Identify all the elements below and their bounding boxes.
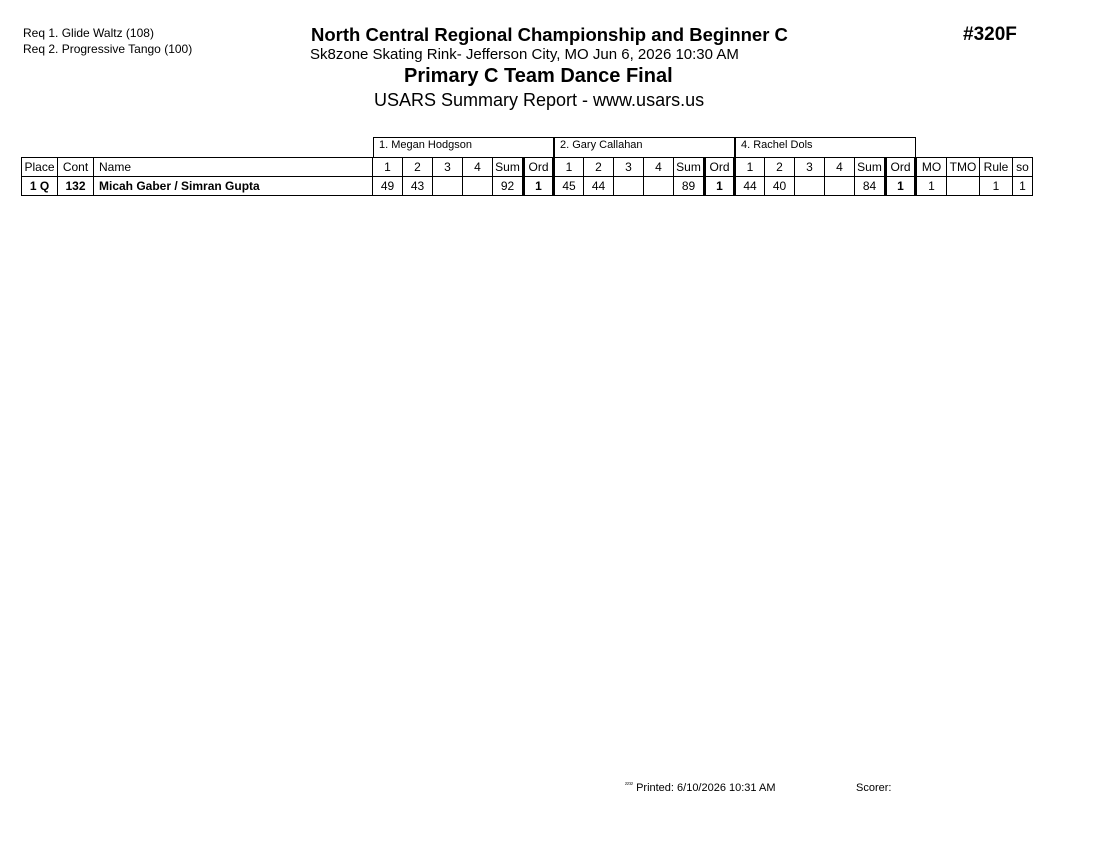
row-cont: 132	[58, 177, 94, 196]
row-mo: 1	[916, 177, 947, 196]
judge-1-header: 1. Megan Hodgson	[373, 137, 554, 157]
row-j3-ord: 1	[886, 177, 916, 196]
header-j3-sum: Sum	[855, 158, 886, 177]
event-number: #320F	[963, 24, 1017, 45]
required-element-1: Req 1. Glide Waltz (108)	[23, 26, 154, 40]
header-j2-s3: 3	[614, 158, 644, 177]
row-j1-s3	[433, 177, 463, 196]
header-j2-sum: Sum	[674, 158, 705, 177]
row-j2-s1: 45	[554, 177, 584, 196]
judge-2-header: 2. Gary Callahan	[554, 137, 735, 157]
competition-title: North Central Regional Championship and Beginner C	[311, 24, 788, 45]
header-j2-ord: Ord	[705, 158, 735, 177]
row-j1-sum: 92	[493, 177, 524, 196]
row-j2-s4	[644, 177, 674, 196]
report-subtitle: USARS Summary Report - www.usars.us	[374, 90, 705, 110]
header-j1-s4: 4	[463, 158, 493, 177]
row-so: 1	[1013, 177, 1033, 196]
row-j2-s3	[614, 177, 644, 196]
row-j1-ord: 1	[524, 177, 554, 196]
results-table	[21, 157, 1033, 196]
header-j1-s2: 2	[403, 158, 433, 177]
header-name: Name	[94, 158, 373, 177]
scorer-label: Scorer:	[856, 782, 892, 794]
header-j1-ord: Ord	[524, 158, 554, 177]
row-place: 1 Q	[22, 177, 58, 196]
row-j3-s1: 44	[735, 177, 765, 196]
header-mo: MO	[916, 158, 947, 177]
row-tmo	[947, 177, 980, 196]
header-j1-sum: Sum	[493, 158, 524, 177]
table-row	[22, 177, 1033, 196]
header-j3-s3: 3	[795, 158, 825, 177]
header-row	[22, 158, 1033, 177]
row-j1-s1: 49	[373, 177, 403, 196]
header-j3-s1: 1	[735, 158, 765, 177]
row-j2-ord: 1	[705, 177, 735, 196]
header-j1-s3: 3	[433, 158, 463, 177]
header-j3-ord: Ord	[886, 158, 916, 177]
row-j1-s2: 43	[403, 177, 433, 196]
header-j3-s4: 4	[825, 158, 855, 177]
header-j2-s1: 1	[554, 158, 584, 177]
header-tmo: TMO	[947, 158, 980, 177]
row-j3-s4	[825, 177, 855, 196]
header-so: so	[1013, 158, 1033, 177]
header-j2-s2: 2	[584, 158, 614, 177]
header-j3-s2: 2	[765, 158, 795, 177]
printed-timestamp: Printed: 6/10/2026 10:31 AM	[636, 782, 776, 794]
row-j2-s2: 44	[584, 177, 614, 196]
row-j3-s3	[795, 177, 825, 196]
header-rule: Rule	[980, 158, 1013, 177]
event-name: Primary C Team Dance Final	[404, 65, 673, 87]
header-j2-s4: 4	[644, 158, 674, 177]
judge-3-header: 4. Rachel Dols	[735, 137, 916, 157]
venue-date: Sk8zone Skating Rink- Jefferson City, MO Jun 6, 2026 10:30 AM	[310, 46, 739, 63]
header-place: Place	[22, 158, 58, 177]
row-j2-sum: 89	[674, 177, 705, 196]
required-element-2: Req 2. Progressive Tango (100)	[23, 42, 193, 56]
footer-code: ²²³²	[625, 782, 633, 789]
row-j1-s4	[463, 177, 493, 196]
row-name: Micah Gaber / Simran Gupta	[94, 177, 373, 196]
row-j3-s2: 40	[765, 177, 795, 196]
row-rule: 1	[980, 177, 1013, 196]
row-j3-sum: 84	[855, 177, 886, 196]
printed-footer	[625, 782, 776, 794]
header-j1-s1: 1	[373, 158, 403, 177]
header-cont: Cont	[58, 158, 94, 177]
